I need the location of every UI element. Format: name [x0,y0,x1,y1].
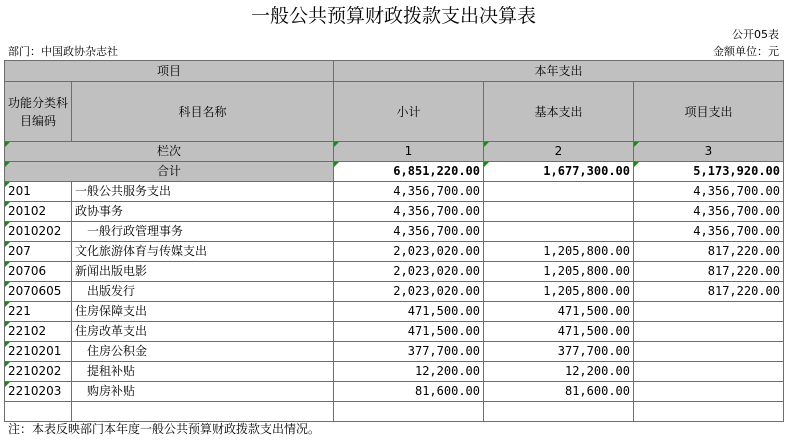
table-row [5,342,784,362]
row-project: 817,220.00 [634,242,784,262]
currency-unit-label: 金额单位：元 [713,45,779,58]
row-project [634,322,784,342]
row-basic: 81,600.00 [484,382,634,402]
row-code: 207 [5,242,72,262]
expenditure-table [4,60,784,422]
table-row [5,202,784,222]
form-code: 公开05表 [732,28,779,41]
row-subtotal: 12,200.00 [334,362,484,382]
row-name: 一般公共服务支出 [72,182,334,202]
table-row [5,362,784,382]
row-project: 4,356,700.00 [634,202,784,222]
table-row [5,322,784,342]
header-subtotal: 小计 [334,82,484,142]
row-code: 221 [5,302,72,322]
row-code: 201 [5,182,72,202]
column-index-1: 1 [334,142,484,162]
row-name: 文化旅游体育与传媒支出 [72,242,334,262]
table-row [5,282,784,302]
row-project [634,302,784,322]
header-project-expenditure: 项目支出 [634,82,784,142]
row-code: 2010202 [5,222,72,242]
row-name: 新闻出版电影 [72,262,334,282]
header-annual-expenditure: 本年支出 [334,61,784,82]
department-label: 部门：中国政协杂志社 [8,45,118,58]
row-subtotal: 4,356,700.00 [334,222,484,242]
row-name: 住房保障支出 [72,302,334,322]
row-subtotal: 471,500.00 [334,302,484,322]
row-code: 2210202 [5,362,72,382]
row-name: 住房公积金 [72,342,334,362]
table-row [5,382,784,402]
row-basic [484,182,634,202]
header-item: 项目 [5,61,334,82]
footnote: 注：本表反映部门本年度一般公共预算财政拨款支出情况。 [8,422,321,436]
total-subtotal: 6,851,220.00 [334,162,484,182]
row-project: 817,220.00 [634,262,784,282]
column-index-2: 2 [484,142,634,162]
row-name: 购房补贴 [72,382,334,402]
row-project [634,342,784,362]
row-code: 22102 [5,322,72,342]
header-subject-name: 科目名称 [72,82,334,142]
row-subtotal: 2,023,020.00 [334,242,484,262]
row-subtotal: 4,356,700.00 [334,202,484,222]
row-project [634,382,784,402]
row-basic: 377,700.00 [484,342,634,362]
row-basic: 471,500.00 [484,302,634,322]
row-project: 4,356,700.00 [634,182,784,202]
total-row [5,162,784,182]
row-subtotal: 2,023,020.00 [334,282,484,302]
total-project: 5,173,920.00 [634,162,784,182]
row-code: 2070605 [5,282,72,302]
row-basic: 471,500.00 [484,322,634,342]
row-code: 20706 [5,262,72,282]
table-row [5,262,784,282]
row-subtotal: 471,500.00 [334,322,484,342]
report-title: 一般公共预算财政拨款支出决算表 [250,5,536,27]
empty-row [5,402,784,422]
row-name: 提租补贴 [72,362,334,382]
row-name: 出版发行 [72,282,334,302]
row-subtotal: 377,700.00 [334,342,484,362]
row-name: 住房改革支出 [72,322,334,342]
row-project: 4,356,700.00 [634,222,784,242]
table-row [5,222,784,242]
row-name: 一般行政管理事务 [72,222,334,242]
table-row [5,182,784,202]
row-index-label: 栏次 [5,142,334,162]
row-project: 817,220.00 [634,282,784,302]
row-basic: 1,205,800.00 [484,262,634,282]
row-code: 2210203 [5,382,72,402]
row-subtotal: 2,023,020.00 [334,262,484,282]
row-basic: 12,200.00 [484,362,634,382]
column-index-3: 3 [634,142,784,162]
row-code: 20102 [5,202,72,222]
row-basic: 1,205,800.00 [484,282,634,302]
row-code: 2210201 [5,342,72,362]
row-basic [484,202,634,222]
header-function-code: 功能分类科目编码 [5,82,72,142]
header-basic-expenditure: 基本支出 [484,82,634,142]
row-basic [484,222,634,242]
total-label: 合计 [5,162,334,182]
total-basic: 1,677,300.00 [484,162,634,182]
row-project [634,362,784,382]
table-row [5,242,784,262]
row-subtotal: 4,356,700.00 [334,182,484,202]
row-basic: 1,205,800.00 [484,242,634,262]
row-name: 政协事务 [72,202,334,222]
table-row [5,302,784,322]
row-subtotal: 81,600.00 [334,382,484,402]
